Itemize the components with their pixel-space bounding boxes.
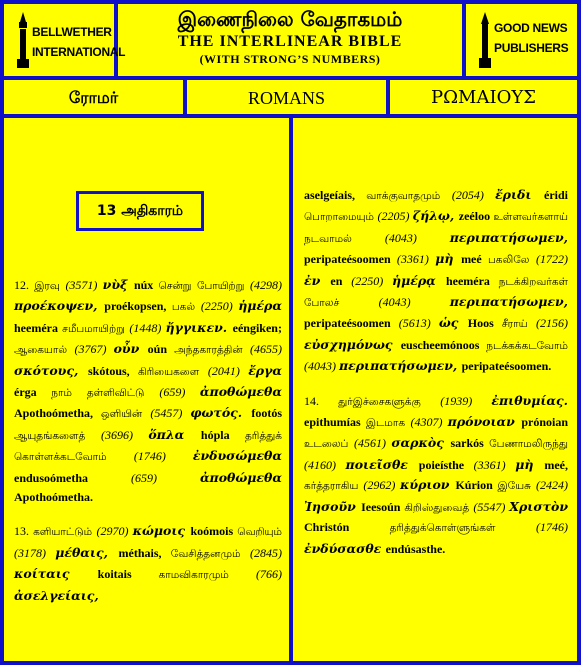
strongs-number: (659) xyxy=(159,385,200,400)
greek-word: ἀσελγείαις, xyxy=(14,587,99,603)
transliteration: méthais, xyxy=(118,545,171,560)
logo-right-line1: GOOD NEWS xyxy=(494,21,568,35)
tamil-word: ஆயுதங்களைத் xyxy=(14,429,101,442)
logo-left-line2: INTERNATIONAL xyxy=(32,45,126,59)
greek-word: νὺξ xyxy=(102,277,134,292)
tamil-word: கர்த்தராகிய xyxy=(304,480,364,493)
greek-word: περιπατήσωμεν, xyxy=(339,358,462,374)
logo-right-line2: PUBLISHERS xyxy=(494,41,569,55)
greek-word: μὴ xyxy=(435,251,462,267)
tamil-word: நடக்கிறவர்கள் போலச் xyxy=(304,275,569,310)
book-name-tamil: ரோமர் xyxy=(68,88,119,107)
strongs-number: (2250) xyxy=(351,273,393,288)
strongs-number: (2250) xyxy=(200,299,239,314)
strongs-number: (4043) xyxy=(304,359,339,374)
tamil-word: இரவு xyxy=(34,280,66,292)
greek-word: ἐν xyxy=(304,272,331,288)
strongs-number: (766) xyxy=(256,567,283,582)
strongs-number: (1448) xyxy=(129,320,166,335)
transliteration: peripateésoomen xyxy=(304,252,397,267)
transliteration: footós xyxy=(251,406,282,421)
greek-word: σαρκὸς xyxy=(391,435,451,451)
transliteration: heeméra xyxy=(445,273,499,288)
strongs-number: (3178) xyxy=(14,545,56,560)
strongs-number: (4655) xyxy=(249,342,282,357)
tamil-word: தரித்துக்கொள்ளுங்கள் xyxy=(389,522,536,535)
tamil-word: சீராய் xyxy=(501,318,536,331)
strongs-number: (2156) xyxy=(536,316,568,331)
tamil-word: காமவிகாரமும் xyxy=(158,569,257,582)
greek-word: ἔριδι xyxy=(495,187,544,202)
transliteration: koómois xyxy=(190,524,238,539)
transliteration: endúsasthe. xyxy=(385,541,446,556)
transliteration: peripateésoomen. xyxy=(461,359,552,374)
strongs-number: (5547) xyxy=(473,499,510,514)
strongs-number: (2054) xyxy=(451,188,496,202)
greek-word: ἤγγικεν. xyxy=(165,319,233,335)
book-name-english: ROMANS xyxy=(247,88,326,108)
tamil-word: தரித்துக் கொள்ளக்கடவோம் xyxy=(14,429,282,464)
transliteration: núx xyxy=(133,278,159,292)
transliteration: zeéloo xyxy=(458,209,494,224)
verse-number: 13. xyxy=(14,524,34,539)
greek-word: φωτός. xyxy=(190,405,252,421)
tamil-word: சமீபமாயிற்று xyxy=(62,322,130,335)
greek-word: μέθαις, xyxy=(55,544,119,560)
transliteration: Ieesoún xyxy=(361,499,405,514)
strongs-number: (1722) xyxy=(536,252,568,267)
transliteration: Apothoómetha. xyxy=(14,490,94,505)
tamil-word: கிரியைகளை xyxy=(137,365,208,378)
strongs-number: (3361) xyxy=(473,457,516,472)
strongs-number: (2845) xyxy=(250,545,282,560)
greek-word: ἐνδύσασθε xyxy=(304,540,386,556)
greek-word: ζήλῳ, xyxy=(412,208,459,224)
chapter-heading: 13 அதிகாரம் xyxy=(76,191,204,231)
tamil-word: அந்தகாரத்தின் xyxy=(174,344,250,357)
greek-word: ἐνδυσώμεθα xyxy=(192,448,282,464)
strongs-number: (1746) xyxy=(536,520,568,535)
transliteration: Christón xyxy=(304,520,390,535)
strongs-number: (3767) xyxy=(74,342,114,357)
strongs-number: (4561) xyxy=(354,436,392,451)
verse-12 xyxy=(14,275,282,507)
greek-word: ἐπιθυμίας. xyxy=(491,392,568,408)
greek-word: σκότους, xyxy=(14,362,88,378)
divider-header xyxy=(0,76,581,80)
transliteration: aselgeíais, xyxy=(304,188,367,202)
strongs-number: (2041) xyxy=(207,363,249,378)
strongs-number: (3696) xyxy=(100,427,149,442)
tower-icon xyxy=(478,12,492,68)
greek-word: ἔργα xyxy=(248,362,282,378)
strongs-number: (5457) xyxy=(150,406,191,421)
greek-word: μὴ xyxy=(515,456,545,472)
greek-word: κώμοις xyxy=(132,523,191,539)
greek-word: ἀποθώμεθα xyxy=(199,469,282,485)
divider-columns xyxy=(289,116,293,665)
divider-logo-left xyxy=(114,0,118,78)
transliteration: endusoómetha xyxy=(14,470,131,485)
transliteration: Apothoómetha, xyxy=(14,406,101,421)
tamil-word: கிறிஸ்துவைத் xyxy=(404,501,474,514)
transliteration: érga xyxy=(14,385,52,400)
tamil-word: நடக்கக்கடவோம் xyxy=(486,339,568,352)
tamil-word: பகல் xyxy=(171,301,201,314)
strongs-number: (3361) xyxy=(396,252,436,267)
transliteration: eéngiken; xyxy=(232,320,282,335)
strongs-number: (1939) xyxy=(440,393,492,408)
good-news-logo xyxy=(472,8,568,72)
greek-word: ὅπλα xyxy=(148,426,201,442)
transliteration: oún xyxy=(147,342,175,357)
tamil-word: வேசித்தனமும் xyxy=(170,547,250,560)
verse-number: 14. xyxy=(304,393,339,408)
greek-word: ὡς xyxy=(438,315,468,331)
transliteration: Kúrion xyxy=(455,478,498,493)
transliteration: hópla xyxy=(200,427,245,442)
greek-word: ποιεῖσθε xyxy=(345,456,419,472)
tamil-word: இடமாக xyxy=(365,417,411,430)
transliteration: meé xyxy=(461,252,488,267)
transliteration: skótous, xyxy=(87,363,138,378)
greek-word: ἀποθώμεθα xyxy=(199,384,282,400)
tamil-word: இயேசு xyxy=(497,480,536,493)
transliteration: proékopsen, xyxy=(104,299,172,314)
strongs-number: (4307) xyxy=(410,415,448,430)
bellwether-logo xyxy=(10,8,126,72)
greek-word: περιπατήσωμεν, xyxy=(449,294,568,310)
greek-word: Χριστὸν xyxy=(509,498,568,514)
title-block xyxy=(120,6,460,66)
strongs-number: (3571) xyxy=(65,278,103,292)
strongs-number: (4298) xyxy=(250,278,282,292)
book-name-greek: ΡΩΜΑΙΟΥΣ xyxy=(431,87,536,108)
greek-word: ἡμέρᾳ xyxy=(392,272,446,288)
strongs-number: (5613) xyxy=(398,316,439,331)
transliteration: koitais xyxy=(97,567,159,582)
greek-word: πρόνοιαν xyxy=(447,414,522,430)
greek-word: κοίταις xyxy=(14,566,98,582)
right-column xyxy=(304,185,568,559)
divider-logo-right xyxy=(462,0,466,78)
strongs-number: (4160) xyxy=(304,457,346,472)
transliteration: peripateésoomen xyxy=(304,316,399,331)
transliteration: meé, xyxy=(544,457,569,472)
transliteration: sarkós xyxy=(450,436,490,451)
title-tamil: இணைநிலை வேதாகமம் xyxy=(177,7,403,31)
transliteration: en xyxy=(330,273,352,288)
verse-13-part-1 xyxy=(14,521,282,606)
tamil-word: பொறாமையும் xyxy=(304,211,378,224)
tamil-word: ஒளியின் xyxy=(100,408,151,421)
tamil-word: களியாட்டும் xyxy=(33,526,97,539)
tamil-word: சென்று போயிற்று xyxy=(158,280,250,292)
tamil-word: உள்ளவர்களாய் நடவாமல் xyxy=(304,211,569,245)
bell-tower-icon xyxy=(16,12,30,68)
logo-left-line1: BELLWETHER xyxy=(32,25,112,39)
strongs-number: (4043) xyxy=(384,230,450,245)
greek-word: οὖν xyxy=(113,341,148,357)
left-column xyxy=(14,275,282,606)
tamil-word: பகலிலே xyxy=(487,254,536,267)
transliteration: poieísthe xyxy=(418,457,474,472)
strongs-number: (2970) xyxy=(96,524,133,539)
verse-14 xyxy=(304,391,568,559)
strongs-number: (4043) xyxy=(378,295,450,310)
greek-word: περιπατήσωμεν, xyxy=(449,229,568,245)
tamil-word: வாக்குவாதமும் xyxy=(366,190,452,202)
strongs-number: (2424) xyxy=(535,478,568,493)
transliteration: heeméra xyxy=(14,320,63,335)
greek-word: προέκοψεν, xyxy=(14,298,105,314)
tamil-word: துர்இச்சைகளுக்கு xyxy=(338,395,441,408)
title-english: THE INTERLINEAR BIBLE xyxy=(177,33,403,50)
tamil-word: பேணாமலிருந்து xyxy=(489,438,569,451)
tamil-word: உடலைப் xyxy=(304,438,355,451)
greek-word: εὐσχημόνως xyxy=(304,336,401,352)
greek-word: ἡμέρα xyxy=(238,298,282,314)
verse-number: 12. xyxy=(14,278,35,292)
strongs-number: (2205) xyxy=(377,209,413,224)
tamil-word: வெறியும் xyxy=(237,526,282,539)
strongs-number: (659) xyxy=(130,470,200,485)
strongs-number: (2962) xyxy=(363,478,401,493)
title-subtitle: (WITH STRONG’S NUMBERS) xyxy=(199,52,381,66)
strongs-number: (1746) xyxy=(133,449,193,464)
transliteration: euscheemónoos xyxy=(400,337,487,352)
transliteration: Hoos xyxy=(467,316,502,331)
tamil-word: நாம் தள்ளிவிட்டு xyxy=(51,387,160,400)
greek-word: κύριον xyxy=(400,477,456,493)
transliteration: éridi xyxy=(544,188,568,202)
verse-13-part-2 xyxy=(304,185,568,377)
transliteration: prónoian xyxy=(521,415,568,430)
tamil-word: ஆகையால் xyxy=(14,344,75,357)
greek-word: Ἰησοῦν xyxy=(304,498,362,514)
transliteration: epithumías xyxy=(304,415,366,430)
